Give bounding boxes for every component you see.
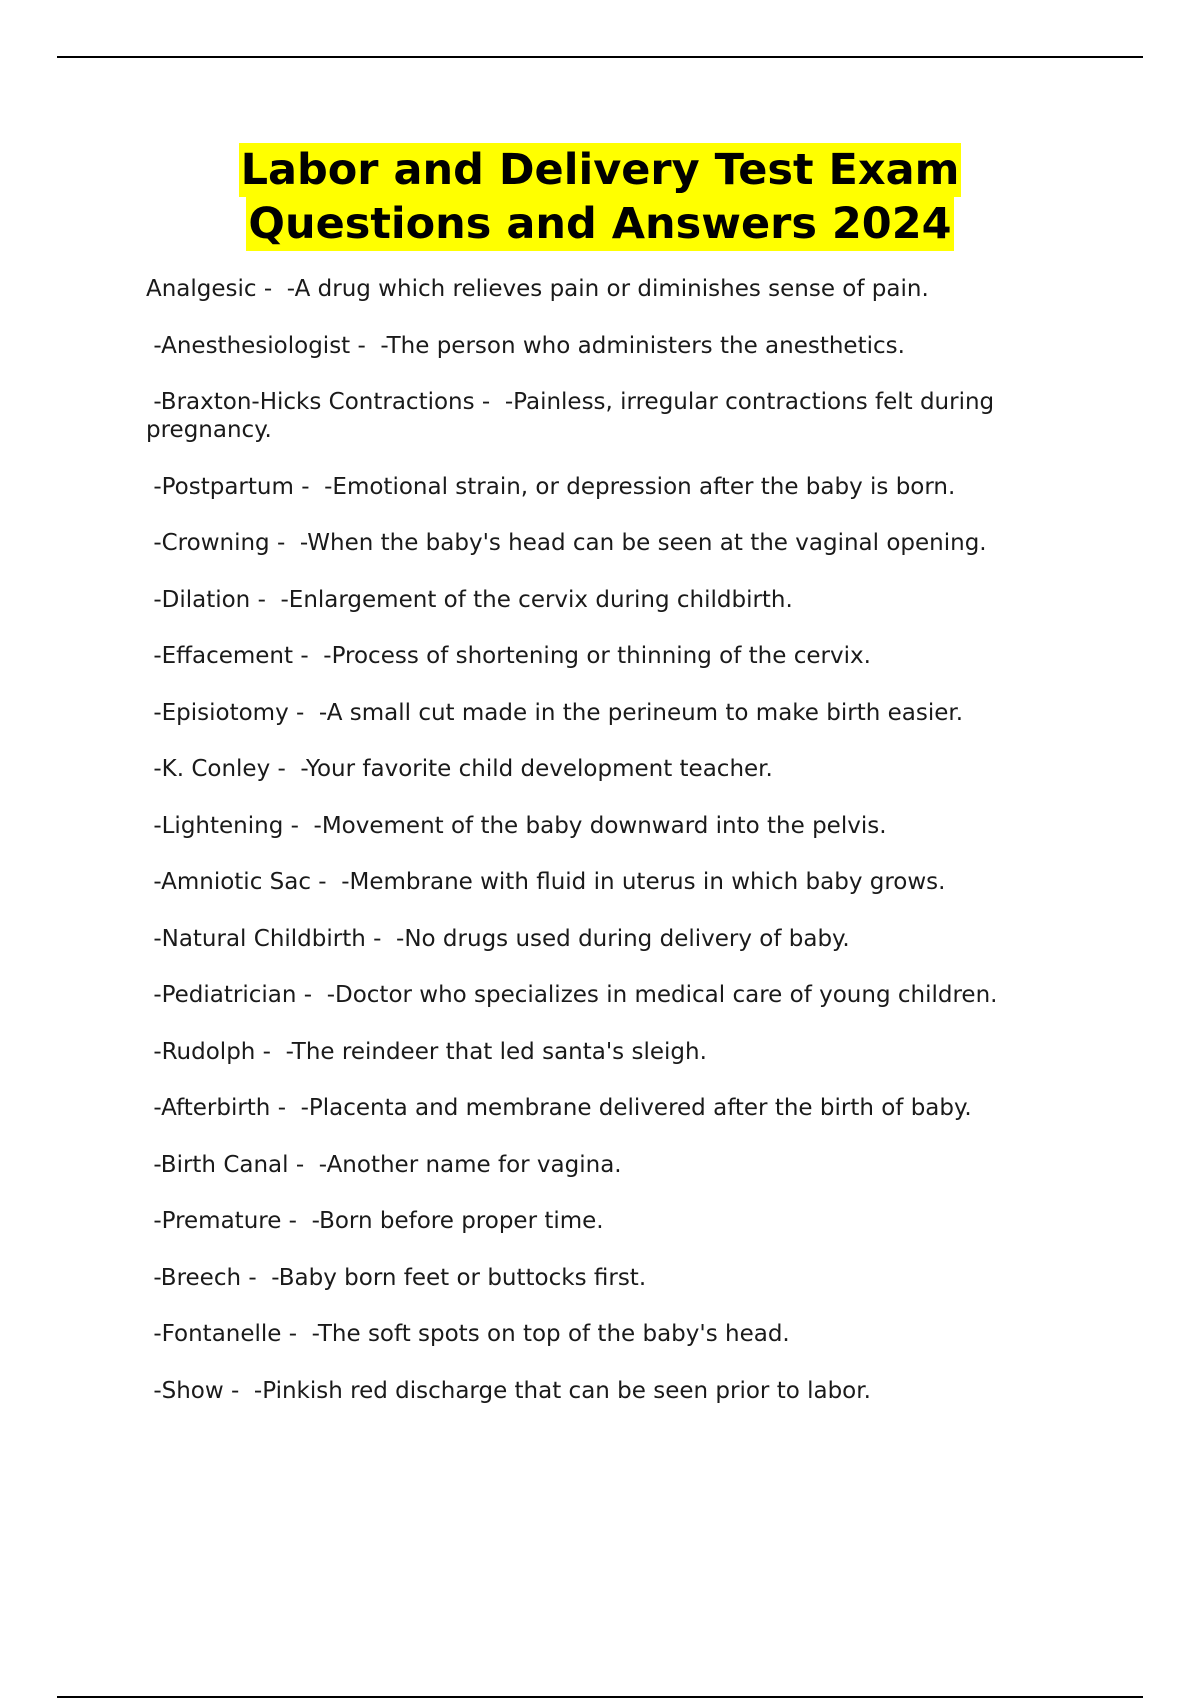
glossary-entry-crowning: -Crowning - -When the baby's head can be seen at the vaginal opening. (146, 530, 987, 556)
title-line-2: Questions and Answers 2024 (248, 199, 952, 249)
glossary-entry-effacement: -Effacement - -Process of shortening or thinning of the cervix. (146, 643, 871, 669)
glossary-entry-anesthesiologist: -Anesthesiologist - -The person who administers the anesthetics. (146, 332, 905, 359)
glossary-entry-episiotomy: -Episiotomy - -A small cut made in the perineum to make birth easier. (146, 699, 964, 726)
glossary-entry-afterbirth: -Afterbirth - -Placenta and membrane delivered after the birth of baby. (146, 1095, 972, 1121)
glossary-list (146, 275, 1066, 1433)
glossary-entry-postpartum: -Postpartum - -Emotional strain, or depression after the baby is born. (146, 473, 956, 500)
glossary-entry-analgesic: Analgesic - -A drug which relieves pain or diminishes sense of pain. (146, 276, 929, 302)
glossary-entry-k-conley: -K. Conley - -Your favorite child development teacher. (146, 756, 773, 782)
bottom-divider (57, 1696, 1143, 1698)
glossary-entry-pediatrician: -Pediatrician - -Doctor who specializes in medical care of young children. (146, 982, 998, 1008)
glossary-entry-braxton-hicks: -Braxton-Hicks Contractions - -Painless, irregular contractions felt during pregnancy. (146, 389, 1002, 443)
document-title (0, 143, 1200, 251)
glossary-entry-breech: -Breech - -Baby born feet or buttocks first. (146, 1264, 647, 1291)
glossary-entry-amniotic-sac: -Amniotic Sac - -Membrane with fluid in uterus in which baby grows. (146, 869, 946, 895)
glossary-entry-lightening: -Lightening - -Movement of the baby downward into the pelvis. (146, 812, 887, 839)
glossary-entry-show: -Show - -Pinkish red discharge that can be seen prior to labor. (146, 1377, 871, 1404)
glossary-entry-fontanelle: -Fontanelle - -The soft spots on top of the baby's head. (146, 1321, 790, 1347)
glossary-entry-dilation: -Dilation - -Enlargement of the cervix during childbirth. (146, 586, 793, 613)
title-line-1: Labor and Delivery Test Exam (240, 145, 960, 195)
glossary-entry-premature: -Premature - -Born before proper time. (146, 1208, 604, 1234)
top-divider (57, 56, 1143, 58)
glossary-entry-birth-canal: -Birth Canal - -Another name for vagina. (146, 1151, 622, 1178)
glossary-entry-natural-childbirth: -Natural Childbirth - -No drugs used during delivery of baby. (146, 925, 850, 952)
glossary-entry-rudolph: -Rudolph - -The reindeer that led santa's sleigh. (146, 1038, 707, 1065)
